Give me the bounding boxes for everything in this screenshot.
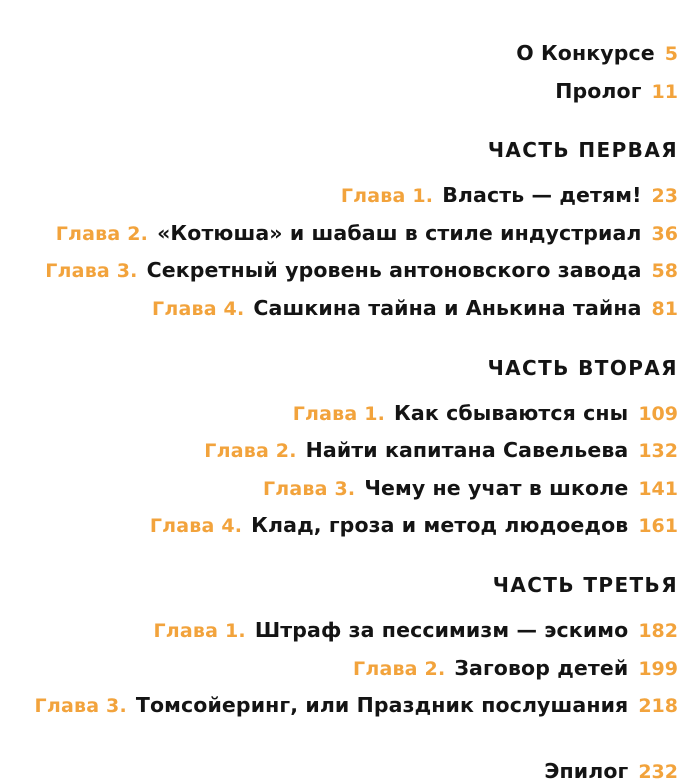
toc-entry-page: 109 [638,402,678,425]
toc-entry-page: 5 [664,42,678,65]
toc-entry-page: 132 [638,440,678,463]
toc-entry-chapter: Глава 1. [153,620,246,643]
toc-entry-p3-0[interactable] [153,618,678,642]
toc-entry-title: Томсойеринг, или Праздник послушания [135,693,629,718]
toc-entry-p2-0[interactable] [293,401,678,425]
toc-entry-title: Секретный уровень антоновского завода [146,258,642,283]
toc-entry-chapter: Глава 2. [55,222,149,245]
toc-entry-chapter: Глава 4. [152,297,245,320]
toc-entry-title: О Конкурсе [516,40,655,65]
toc-entry-page: 182 [638,620,678,643]
toc-entry-page: 232 [638,761,678,783]
toc-entry-title: «Котюша» и шабаш в стиле индустриал [157,220,642,245]
toc-entry-p1-1[interactable] [56,221,678,245]
toc-entry-title: Эпилог [544,759,629,783]
toc-entry-page: 81 [651,297,678,320]
toc-entry-chapter: Глава 2. [353,657,446,680]
toc-entry-chapter: Глава 2. [204,440,297,463]
toc-entry-front-0[interactable] [516,41,678,65]
toc-entry-title: Клад, гроза и метод людоедов [251,513,629,538]
toc-entry-page: 141 [638,477,678,500]
toc-entry-p1-0[interactable] [341,183,678,207]
toc-entry-p2-2[interactable] [263,476,678,500]
toc-entry-p2-3[interactable] [150,513,678,537]
toc-entry-title: Власть — детям! [442,183,642,208]
toc-entry-chapter: Глава 3. [34,695,127,718]
toc-entry-title: Как сбываются сны [394,400,629,425]
toc-entry-title: Пролог [555,79,642,104]
toc-entry-title: Штраф за пессимизм — эскимо [254,618,629,643]
toc-entry-back-0[interactable] [544,759,678,783]
toc-entry-p1-3[interactable] [152,296,678,320]
toc-entry-p1-2[interactable] [45,258,678,282]
toc-entry-chapter: Глава 4. [149,515,243,538]
toc-entry-p2-1[interactable] [204,438,678,462]
toc-entry-page: 23 [651,185,678,208]
toc-entry-title: Заговор детей [454,655,629,680]
part-heading-3: ЧАСТЬ ТРЕТЬЯ [492,573,678,598]
toc-entry-p3-2[interactable] [35,693,678,717]
toc-entry-page: 218 [638,695,678,718]
toc-entry-page: 11 [651,81,678,104]
toc-entry-front-1[interactable] [555,79,678,103]
toc-entry-title: Чему не учат в школе [364,475,629,500]
toc-entry-page: 36 [651,222,678,245]
toc-entry-page: 199 [638,657,678,680]
toc-entry-chapter: Глава 1. [292,402,386,425]
toc-entry-chapter: Глава 1. [340,185,434,208]
toc-entry-p3-1[interactable] [353,656,678,680]
part-heading-1: ЧАСТЬ ПЕРВАЯ [487,138,678,163]
toc-entry-page: 58 [651,260,678,283]
toc-entry-chapter: Глава 3. [45,260,138,283]
toc-entry-page: 161 [638,515,678,538]
toc-entry-chapter: Глава 3. [262,477,356,500]
part-heading-2: ЧАСТЬ ВТОРАЯ [487,355,678,380]
toc-entry-title: Сашкина тайна и Анькина тайна [253,295,642,320]
toc-entry-title: Найти капитана Савельева [305,438,629,463]
